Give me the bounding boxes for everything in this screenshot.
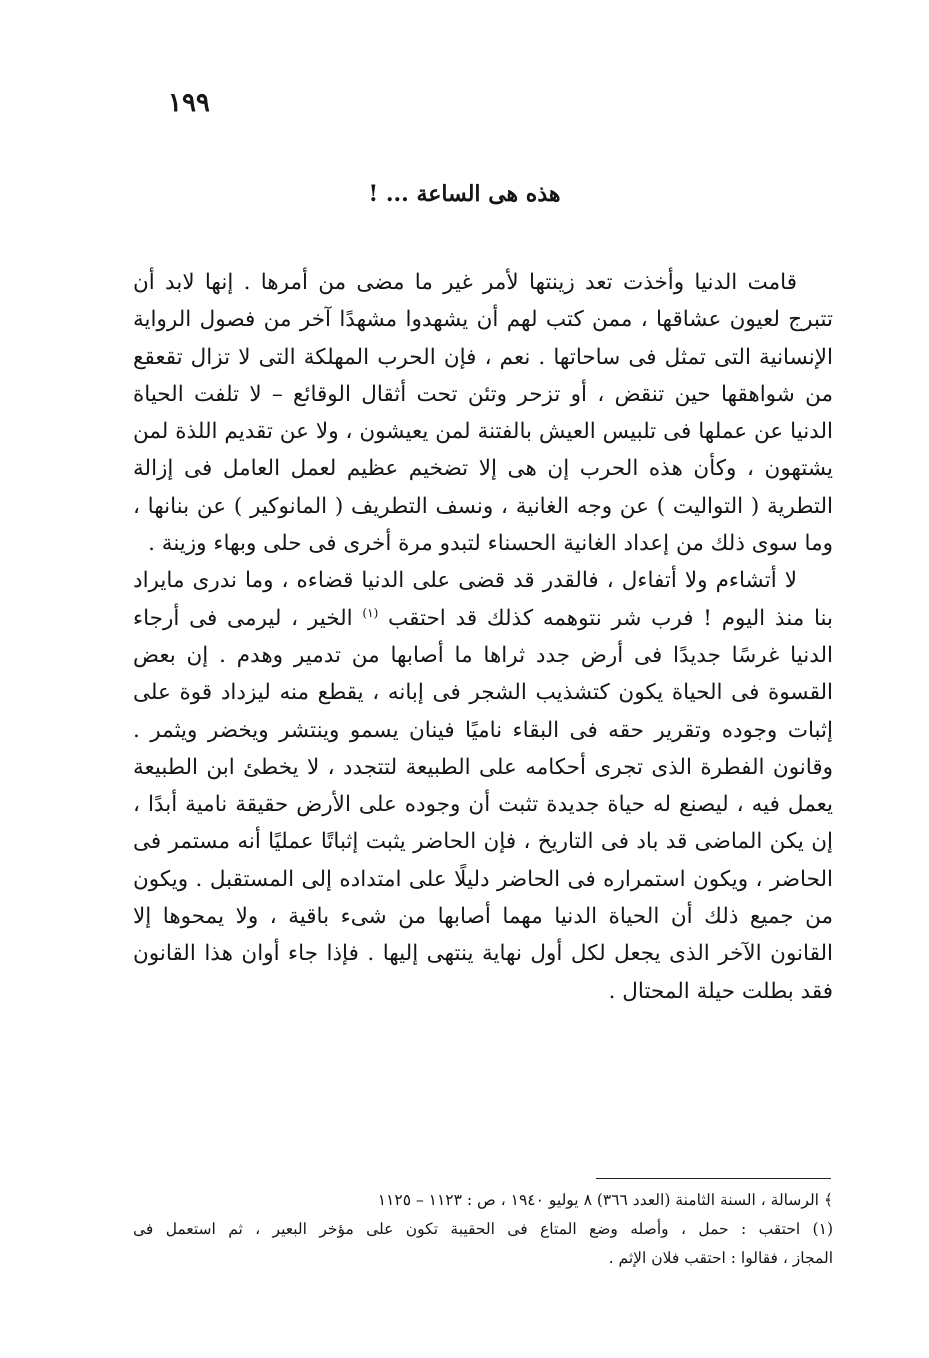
body-line: القانون الآخر الذى يجعل لكل أول نهاية ينتهى إليها . فإذا جاء أوان هذا القانون [133, 941, 833, 967]
body-line: قامت الدنيا وأخذت تعد زينتها لأمر غير ما مضى من أمرها . إنها لابد أن [133, 270, 797, 295]
footnote-divider [596, 1178, 831, 1179]
body-line: إن يكن الماضى قد باد فى التاريخ ، فإن الحاضر يثبت إثباتًا عمليًا أنه مستمر فى [133, 829, 833, 855]
body-line: الإنسانية التى تمثل فى ساحاتها . نعم ، فإن الحرب المهلكة التى لا تزال تقعقع [133, 344, 833, 370]
body-line: الدنيا عن عملها فى تلبيس العيش بالفتنة لمن يعيشون ، ولا عن تقديم اللذة لمن [133, 419, 833, 445]
footnotes [133, 1186, 833, 1273]
body-line: التطرية ( التواليت ) عن وجه الغانية ، ونسف التطريف ( المانوكير ) عن بنانها ، [133, 493, 833, 519]
body-line-part: بنا منذ اليوم ! فرب شر نتوهمه كذلك قد احتقب [388, 605, 833, 631]
body-line: من جميع ذلك أن الحياة الدنيا مهما أصابها من شىء باقية ، ولا يمحوها إلا [133, 904, 833, 930]
source-note: ﴾ الرسالة ، السنة الثامنة (العدد ٣٦٦) ٨ يوليو ١٩٤٠ ، ص : ١١٢٣ – ١١٢٥ [377, 1191, 833, 1209]
body-line: تتبرج لعيون عشاقها ، ممن كتب لهم أن يشهدوا مشهدًا آخر من فصول الرواية [133, 307, 833, 333]
body-line: من شواهقها حين تنقض ، أو تزحر وتئن تحت أثقال الوقائع – لا تلفت الحياة [133, 381, 833, 407]
footnote-1-line-1: (١) احتقب : حمل ، وأصله وضع المتاع فى الحقيبة تكون على مؤخر البعير ، ثم استعمل فى [133, 1220, 833, 1238]
body-line: القسوة فى الحياة يكون كتشذيب الشجر فى إبانه ، يقطع منه ليزداد قوة على [133, 680, 833, 706]
body-line: فقد بطلت حيلة المحتال . [608, 978, 833, 1004]
body-line: الحاضر ، ويكون استمراره فى الحاضر دليلًا على امتداده إلى المستقبل . ويكون [133, 866, 833, 892]
article-body [133, 264, 833, 1010]
page-number: ١٩٩ [168, 88, 210, 118]
body-line: وقانون الفطرة الذى تجرى أحكامه على الطبيعة لتتجدد ، لا يخطئ ابن الطبيعة [133, 754, 833, 780]
body-line: يشتهون ، وكأن هذه الحرب إن هى إلا تضخيم عظيم لعمل العامل فى إزالة [133, 456, 833, 482]
footnote-1-line-2: المجاز ، فقالوا : احتقب فلان الإثم . [608, 1249, 833, 1267]
body-line-with-footnote [133, 600, 833, 637]
article-title: هذه هى الساعة ... ! [368, 181, 561, 207]
body-line: الدنيا غرسًا جديدًا فى أرض جدد ثراها ما أصابها من تدمير وهدم . إن بعض [133, 642, 833, 668]
body-line: لا أتشاءم ولا أتفاءل ، فالقدر قد قضى على الدنيا قضاءه ، وما ندرى مايراد [133, 568, 797, 594]
body-line: إثبات وجوده وتقرير حقه فى البقاء ناميًا فينان يسمو وينتشر ويخضر ويثمر . [133, 717, 833, 743]
body-line: وما سوى ذلك من إعداد الغانية الحسناء لتبدو مرة أخرى فى حلى وبهاء وزينة . [148, 531, 833, 557]
body-line-part: الخير ، ليرمى فى أرجاء [133, 605, 353, 631]
footnote-reference: (١) [362, 605, 379, 620]
body-line: يعمل فيه ، ليصنع له حياة جديدة تثبت أن وجوده على الأرض حقيقة نامية أبدًا ، [133, 792, 833, 818]
